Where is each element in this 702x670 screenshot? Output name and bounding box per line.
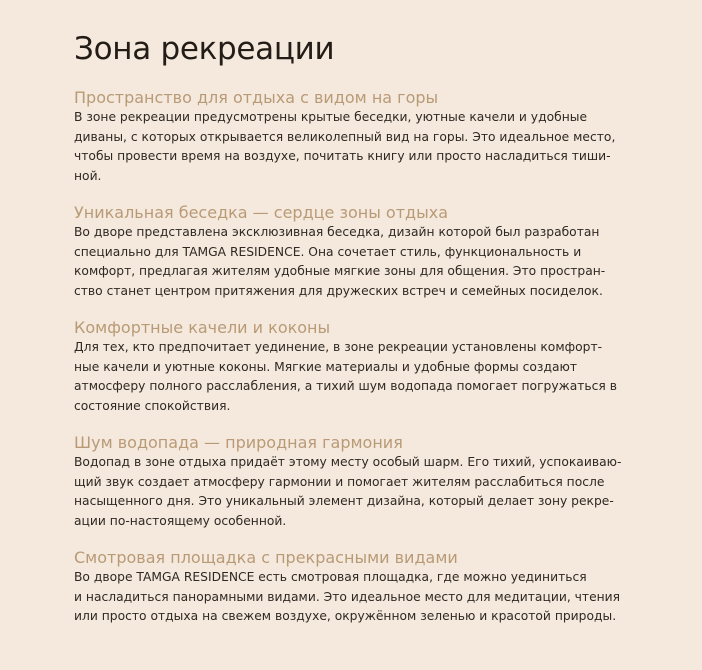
section-swings-cocoons: [74, 318, 632, 416]
section-viewpoint: [74, 548, 632, 627]
section-text: Во дворе представлена эксклюзивная беседка, дизайн которой был разработан специально для TAMGA RESIDENCE. Она сочетает стиль, функциональность и комфорт, предлагая жителям удобные мягкие зоны для общения. Это простран- ство станет центром притяжения для дружеских встреч и семейных посиделок.: [74, 225, 606, 298]
section-waterfall: [74, 433, 632, 531]
section-text: Водопад в зоне отдыха придаёт этому месту особый шарм. Его тихий, успокаиваю- щий звук создает атмосферу гармонии и помогает жителям расслабиться после насыщенного дня. Это уникальный элемент дизайна, который делает зону рекре- ации по-настоящему особенной.: [74, 455, 622, 528]
section-text: Во дворе TAMGA RESIDENCE есть смотровая площадка, где можно уединиться и насладиться панорамными видами. Это идеальное место для медитации, чтения или просто отдыха на свежем воздухе, окружённом зеленью и красотой природы.: [74, 570, 621, 623]
page-title: Зона рекреации: [74, 31, 335, 67]
section-title: Шум водопада — природная гармония: [74, 433, 403, 452]
section-text: В зоне рекреации предусмотрены крытые беседки, уютные качели и удобные диваны, с которых открывается великолепный вид на горы. Это идеальное место, чтобы провести время на воздухе, почитать книгу или просто насладиться тиши- ной.: [74, 110, 616, 183]
section-mountain-view: [74, 88, 632, 186]
section-title: Смотровая площадка с прекрасными видами: [74, 548, 458, 567]
section-title: Уникальная беседка — сердце зоны отдыха: [74, 203, 448, 222]
sections-list: [74, 88, 632, 627]
section-title: Комфортные качели и коконы: [74, 318, 331, 337]
section-gazebo: [74, 203, 632, 301]
section-title: Пространство для отдыха с видом на горы: [74, 88, 439, 107]
section-text: Для тех, кто предпочитает уединение, в зоне рекреации установлены комфорт- ные качели и уютные коконы. Мягкие материалы и удобные формы создают атмосферу полного расслабления, а тихий шум водопада помогает погружаться в состояние спокойствия.: [74, 340, 617, 413]
